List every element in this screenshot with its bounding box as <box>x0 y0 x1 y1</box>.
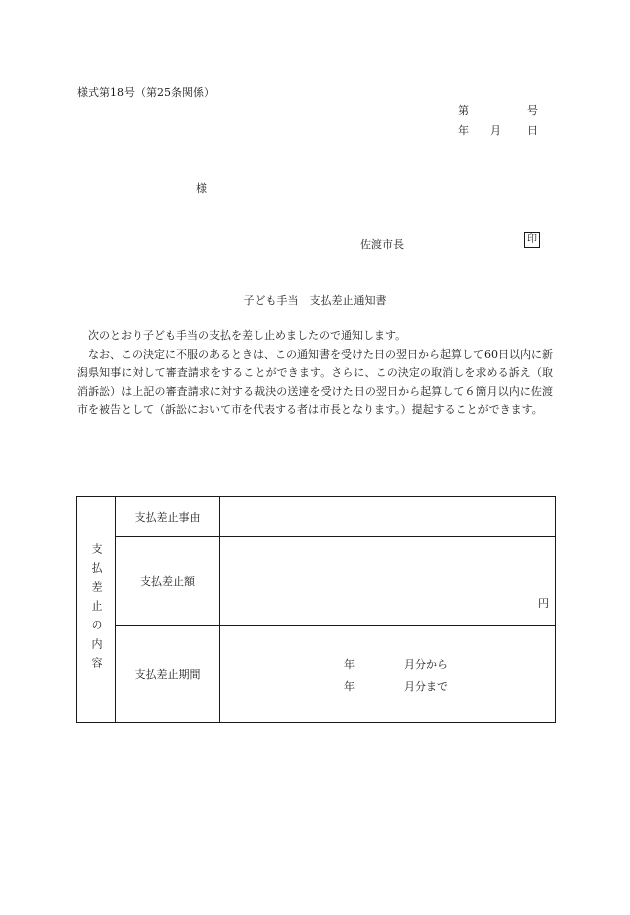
date-year-label: 年 <box>458 124 469 137</box>
doc-number-prefix: 第 <box>458 104 469 117</box>
addressee-suffix: 様 <box>196 182 207 195</box>
reason-label: 支払差止事由 <box>116 497 220 537</box>
reason-value-field[interactable] <box>220 497 556 537</box>
period-to-suffix: 月分まで <box>404 680 448 693</box>
seal-mark: 印 <box>524 232 540 248</box>
body-paragraph-1: 次のとおり子ども手当の支払を差し止めましたので通知します。 <box>88 329 407 342</box>
date-month-label: 月 <box>490 124 501 137</box>
amount-label: 支払差止額 <box>116 537 220 626</box>
body-paragraph-2: なお、この決定に不服のあるときは、この通知書を受けた日の翌日から起算して60日以内に新潟県知事に対して審査請求をすることができます。さらに、この決定の取消しを求める訴え（取消訴訟）は上記の審査請求に対する裁決の送達を受けた日の翌日から起算して６箇月以内に佐渡市を被告として（訴訟において市を代表する者は市長となります。）提起することができます。 <box>77 347 553 417</box>
period-from-suffix: 月分から <box>404 658 448 671</box>
amount-value-field[interactable] <box>220 537 556 626</box>
period-to-year: 年 <box>344 680 355 693</box>
period-value-field[interactable] <box>220 626 556 723</box>
issuer-name: 佐渡市長 <box>360 238 404 251</box>
doc-number-suffix: 号 <box>527 104 538 117</box>
document-title: 子ども手当 支払差止通知書 <box>243 294 387 307</box>
content-table <box>76 496 556 723</box>
period-from-year: 年 <box>344 658 355 671</box>
period-label: 支払差止期間 <box>116 626 220 723</box>
body-text <box>77 327 553 420</box>
side-label: 支払差止の内容 <box>90 543 103 676</box>
form-number: 様式第18号（第25条関係） <box>77 86 215 99</box>
side-label-cell <box>77 497 116 723</box>
amount-unit: 円 <box>538 597 549 610</box>
date-day-label: 日 <box>527 124 538 137</box>
